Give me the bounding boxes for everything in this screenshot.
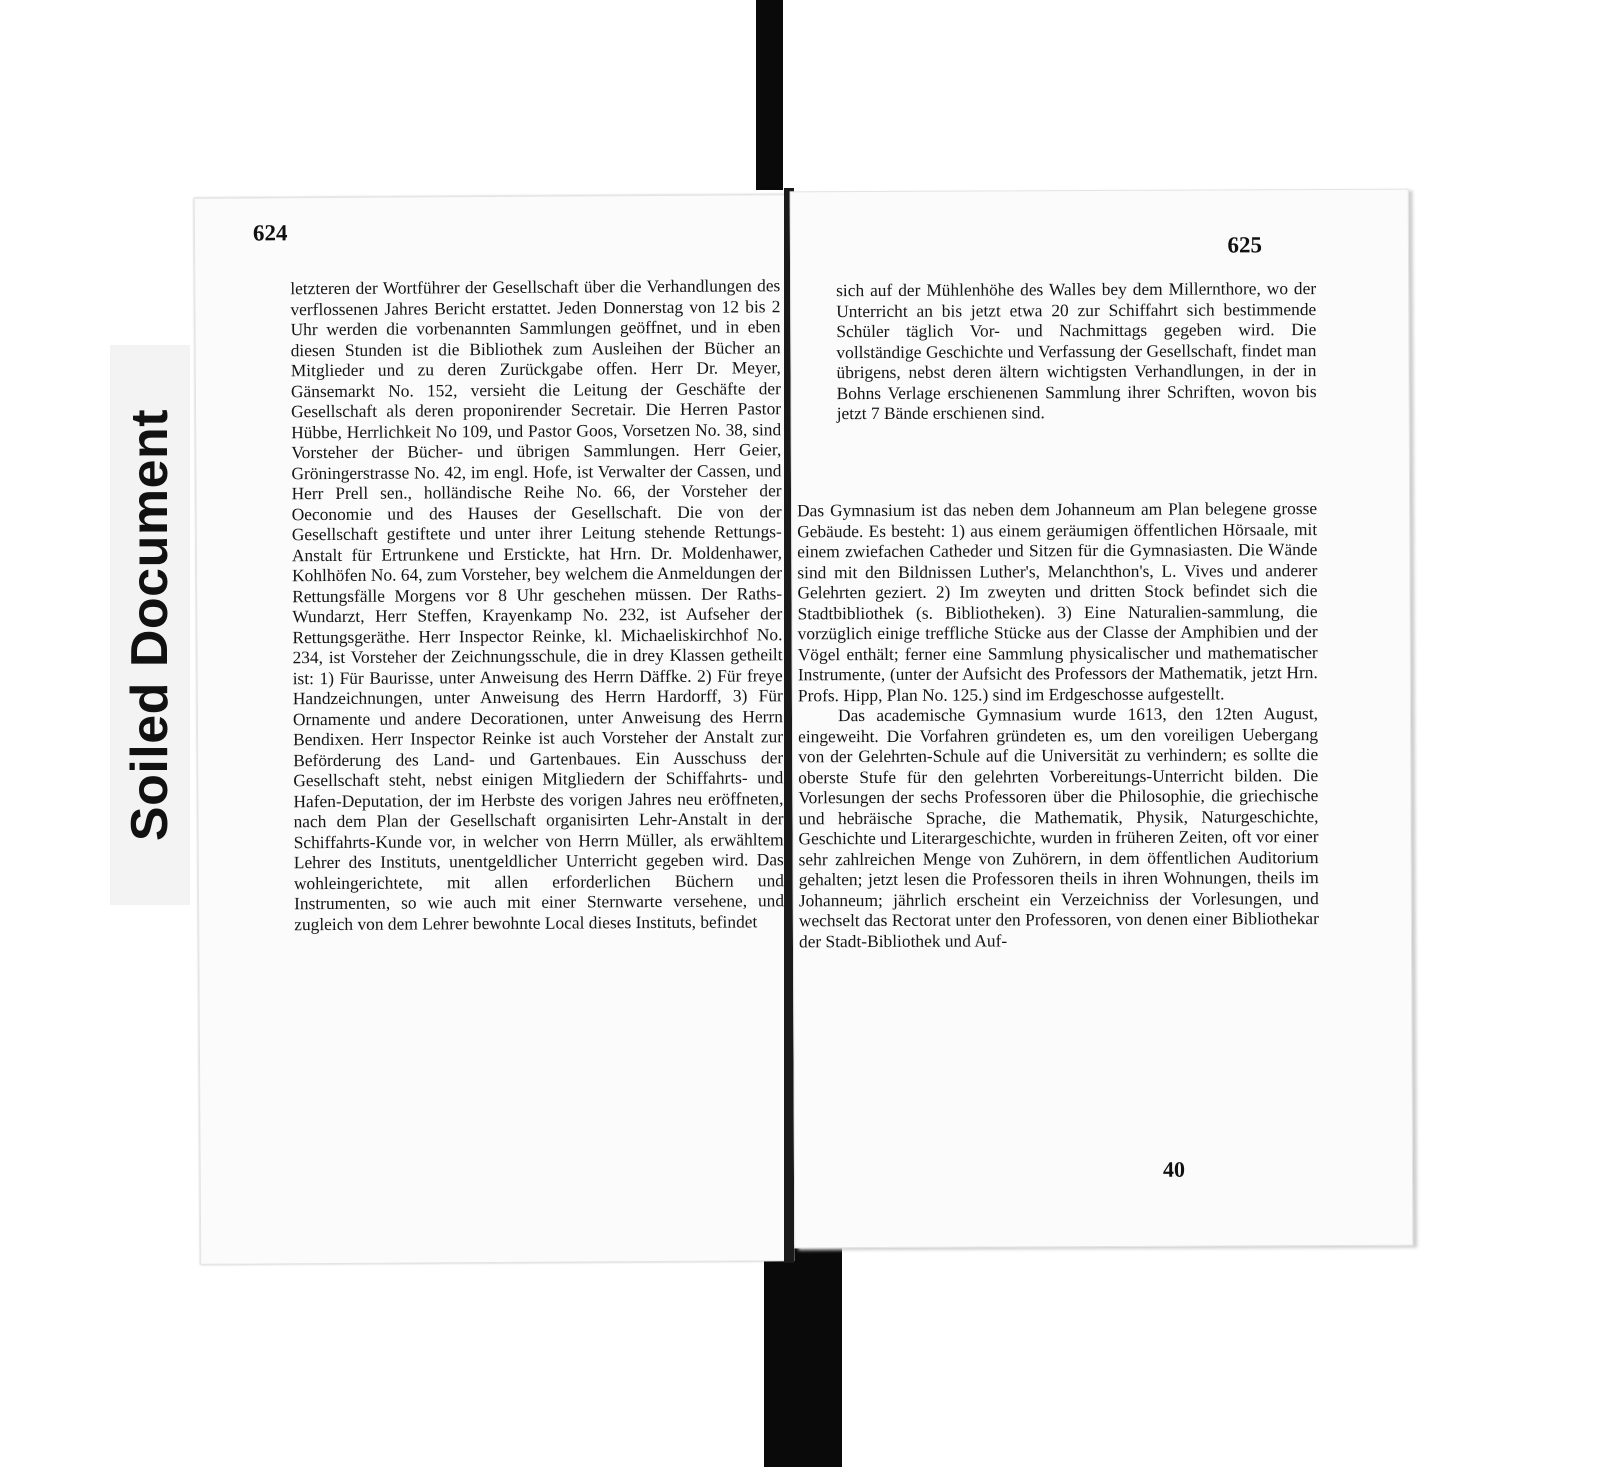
left-page-paragraph: letzteren der Wortführer der Gesellschaft über die Verhandlungen des verflossenen Jahres Bericht erstattet. Jeden Donnerstag von 12 bis 2 Uhr werden die vorbenannten Sammlungen geöffnet, und in eben diesen Stunden ist die Bibliothek zum Ausleihen der Bücher an Mitglieder und zu deren Zurückgabe offen. Herr Dr. Meyer, Gänsemarkt No. 152, versieht die Leitung der Geschäfte der Gesellschaft als deren proponirender Secretair. Die Herren Pastor Hübbe, Herrlichkeit No 109, und Pastor Goos, Vorsetzen No. 38, sind Vorsteher der Bücher- und übrigen Sammlungen. Herr Geier, Gröningerstrasse No. 42, im engl. Hofe, ist Verwalter der Cassen, und Herr Prell sen., holländische Reihe No. 66, der Vorsteher der Oeconomie und des Hauses der Gesellschaft. Die von der Gesellschaft gestiftete und unter ihrer Leitung stehende Rettungs-Anstalt für Ertrunkene und Erstickte, hat Hrn. Dr. Moldenhawer, Kohlhöfen No. 64, zum Vorsteher, bey welchem die Anmeldungen der Rettungsfälle Morgens vor 8 Uhr geschehen müssen. Der Raths-Wundarzt, Herr Steffen, Krayenkamp No. 232, ist Aufseher der Rettungsgeräthe. Herr Inspector Reinke, kl. Michaeliskirchhof No. 234, ist Vorsteher der Zeichnungsschule, die in drey Klassen getheilt ist: 1) Für Baurisse, unter Anweisung des Herrn Däffke. 2) Für freye Handzeichnungen, unter Anweisung des Herrn Hardorff, 3) Für Ornamente und andere Decorationen, unter Anweisung des Herrn Bendixen. Herr Inspector Reinke ist auch Vorsteher der Anstalt zur Beförderung des Land- und Gartenbaues. Ein Ausschuss der Gesellschaft steht, nebst einigen Mitgliedern der Schiffahrts- und Hafen-Deputation, der im Herbste des vorigen Jahres neu eröffneten, nach dem Plan der Gesellschaft organisirten Lehr-Anstalt in der Schiffahrts-Kunde vor, in welcher von Herrn Müller, als erwähltem Lehrer des Instituts, unentgeldlicher Unterricht gegeben wird. Das wohleingerichtete, mit allen erforderlichen Büchern und Instrumenten, so wie auch mit einer Sternwarte versehene, und zugleich von dem Lehrer bewohnte Local dieses Instituts, befindet <box>290 275 785 934</box>
stamp-label: Soiled Document <box>121 408 179 842</box>
right-page-paragraph-2: Das Gymnasium ist das neben dem Johanneum am Plan belegene grosse Gebäude. Es besteht: 1) aus einem geräumigen öffentlichen Hörsaale, mit einem zwiefachen Catheder und Sitzen für die Gymnasiasten. Die Wände sind mit den Bildnissen Luther's, Melanchthon's, L. Vives und anderer Gelehrten geziert. 2) Im zweyten und dritten Stock befindet sich die Stadtbibliothek (s. Bibliotheken). 3) Eine Naturalien-sammlung, die vorzüglich einige treffliche Stücke aus der Classe der Amphibien und der Vögel enthält; ferner eine Sammlung physicalischer und mathematischer Instrumente, (unter der Aufsicht des Professors der Mathematik, jetzt Hrn. Profs. Hipp, Plan No. 125.) sind im Erdgeschosse aufgestellt. <box>797 498 1318 705</box>
right-page-paragraph-1: sich auf der Mühlenhöhe des Walles bey dem Millernthore, wo der Unterricht an bis jetzt etwa 20 zur Schiffahrt sich bestimmende Schüler täglich Vor- und Nachmittags gegeben wird. Die vollständige Geschichte und Verfassung der Gesellschaft, findet man übrigens, nebst deren ältern wichtigsten Verhandlungen, in der in Bohns Verlage erschienenen Sammlung ihrer Schriften, wovon bis jetzt 7 Bände erschienen sind. <box>836 278 1317 424</box>
signature-mark: 40 <box>1162 1156 1186 1182</box>
right-page <box>790 189 1414 1249</box>
binding-strip-top <box>756 0 783 190</box>
left-page-text <box>290 275 784 934</box>
right-page-text-main <box>797 498 1319 951</box>
left-page <box>194 194 795 1265</box>
page-number-left: 624 <box>252 220 288 246</box>
right-page-paragraph-3: Das academische Gymnasium wurde 1613, den 12ten August, eingeweiht. Die Vorfahren gründeten es, um den voreiligen Uebergang von der Gelehrten-Schule auf die Universität zu verhindern; es sollte die oberste Stufe für den gelehrten Vorbereitungs-Unterricht bilden. Die Vorlesungen der sechs Professoren über die Philosophie, die griechische und hebräische Sprache, die Mathematik, Physik, Naturgeschichte, Geschichte und Literargeschichte, wurden in früheren Zeiten, oft vor einer sehr zahlreichen Menge von Zuhörern, in dem öffentlichen Auditorium gehalten; jetzt lesen die Professoren theils in ihren Wohnungen, theils im Johanneum; jährlich erscheint ein Verzeichniss der Vorlesungen, und wechselt das Rectorat unter den Professoren, von denen einer Bibliothekar der Stadt-Bibliothek und Auf- <box>798 703 1319 951</box>
right-page-text-top <box>836 278 1317 424</box>
binding-strip-bottom <box>764 1245 842 1467</box>
page-number-right: 625 <box>1227 232 1262 258</box>
